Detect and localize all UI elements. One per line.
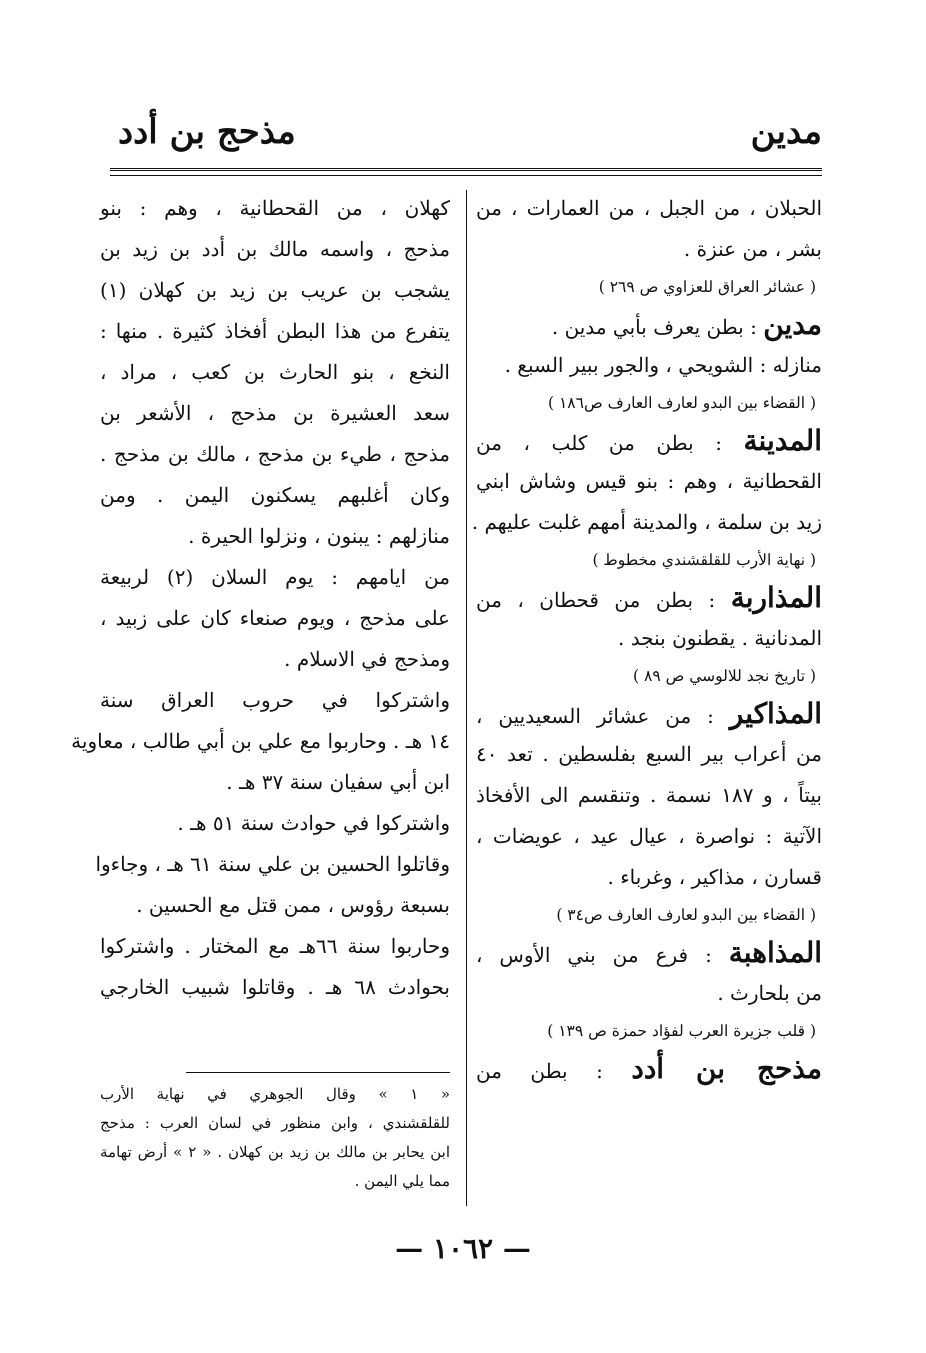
right-column	[471, 188, 822, 1089]
citation-line: ( نهاية الأرب للقلقشندي مخطوط )	[592, 551, 816, 569]
entry-heading: مدين	[763, 308, 822, 341]
text-line: المذاهبة : فرع من بني الأوس ،	[476, 936, 822, 969]
text-line: ومذحج في الاسلام .	[284, 647, 450, 671]
text-line: قسارن ، مذاكير ، وغرباء .	[607, 865, 822, 889]
text-line: من أعراب بير السبع بفلسطين . تعد ٤٠	[476, 742, 822, 766]
text-line: المذاربة : بطن من قحطان ، من	[476, 581, 822, 614]
text-line: المدينة : بطن من كلب ، من	[476, 424, 822, 457]
entry-heading: المذاهبة	[728, 936, 822, 969]
text-line: القحطانية ، وهم : بنو قيس وشاش ابني	[476, 469, 822, 493]
citation-line: ( القضاء بين البدو لعارف العارف ص٣٤ )	[556, 906, 816, 924]
text-line: يشجب بن عريب بن زيد بن كهلان (١)	[100, 278, 450, 302]
header-rule	[110, 168, 822, 176]
running-head-right: مدين	[750, 112, 822, 152]
text-line: مذحج ، واسمه مالك بن أدد بن زيد بن	[100, 237, 450, 261]
text-line: منازله : الشويحي ، والجور ببير السبع .	[504, 353, 822, 377]
text-line: يتفرع من هذا البطن أفخاذ كثيرة . منها :	[100, 319, 450, 343]
text-line: بيتاً ، و ١٨٧ نسمة . وتنقسم الى الأفخاذ	[476, 783, 822, 807]
column-divider	[466, 190, 467, 1206]
text-line: على مذحج ، ويوم صنعاء كان على زبيد ،	[100, 606, 450, 630]
citation-line: ( القضاء بين البدو لعارف العارف ص١٨٦ )	[547, 394, 816, 412]
left-column	[71, 188, 451, 1008]
text-line: ابن أبي سفيان سنة ٣٧ هـ .	[226, 770, 450, 794]
footnote-line: ابن يحابر بن مالك بن زيد بن كهلان . « ٢ » أرض تهامة	[100, 1143, 450, 1161]
text-line: مذحج بن أدد : بطن من	[476, 1052, 822, 1085]
text-line: النخع ، بنو الحارث بن كعب ، مراد ،	[100, 360, 450, 384]
text-line: مذحج ، طيء بن مذحج ، مالك بن مذحج .	[100, 442, 450, 466]
footnote-line: « ١ » وقال الجوهري في نهاية الأرب	[100, 1085, 450, 1103]
text-line: المدنانية . يقطنون بنجد .	[618, 626, 822, 650]
footnote-line: مما يلي اليمن .	[354, 1172, 450, 1190]
page-number: — ١٠٦٢ —	[395, 1232, 531, 1265]
text-line: سعد العشيرة بن مذحج ، الأشعر بن	[100, 401, 450, 425]
text-line: كهلان ، من القحطانية ، وهم : بنو	[100, 196, 450, 220]
text-line: من بلحارث .	[717, 981, 822, 1005]
text-line: وحاربوا سنة ٦٦هـ مع المختار . واشتركوا	[100, 934, 450, 958]
text-line: بحوادث ٦٨ هـ . وقاتلوا شبيب الخارجي	[100, 975, 450, 999]
text-line: بشر ، من عنزة .	[683, 237, 822, 261]
text-line: الحبلان ، من الجبل ، من العمارات ، من	[476, 196, 822, 220]
citation-line: ( قلب جزيرة العرب لفؤاد حمزة ص ١٣٩ )	[547, 1022, 816, 1040]
text-line: وكان أغلبهم يسكنون اليمن . ومن	[100, 483, 450, 507]
entry-heading: المذاربة	[730, 581, 822, 614]
text-line: ١٤ هـ . وحاربوا مع علي بن أبي طالب ، معاوية	[71, 729, 450, 753]
running-head-left: مذحج بن أدد	[118, 112, 296, 152]
text-line: زيد بن سلمة ، والمدينة أمهم غلبت عليهم .	[471, 510, 822, 534]
entry-heading: مذحج بن أدد	[631, 1052, 822, 1085]
text-line: مدين : بطن يعرف بأبي مدين .	[551, 308, 822, 341]
text-line: بسبعة رؤوس ، ممن قتل مع الحسين .	[136, 893, 450, 917]
text-line: واشتركوا في حوادث سنة ٥١ هـ .	[177, 811, 450, 835]
citation-line: ( تاريخ نجد للالوسي ص ٨٩ )	[633, 667, 816, 685]
footnote-line: للقلقشندي ، وابن منظور في لسان العرب : مذحج	[100, 1114, 450, 1132]
entry-heading: المدينة	[743, 424, 822, 457]
text-line: وقاتلوا الحسين بن علي سنة ٦١ هـ ، وجاءوا	[95, 852, 450, 876]
footnotes	[100, 1080, 450, 1196]
text-line: الآتية : نواصرة ، عيال عيد ، عويضات ،	[476, 824, 822, 848]
text-line: واشتركوا في حروب العراق سنة	[100, 688, 450, 712]
text-line: المذاكير : من عشائر السعيديين ،	[476, 697, 822, 730]
entry-heading: المذاكير	[729, 697, 822, 730]
text-line: منازلهم : يبنون ، ونزلوا الحيرة .	[188, 524, 450, 548]
text-line: من ايامهم : يوم السلان (٢) لربيعة	[100, 565, 451, 589]
footnote-rule	[186, 1072, 450, 1073]
citation-line: ( عشائر العراق للعزاوي ص ٢٦٩ )	[598, 278, 816, 296]
